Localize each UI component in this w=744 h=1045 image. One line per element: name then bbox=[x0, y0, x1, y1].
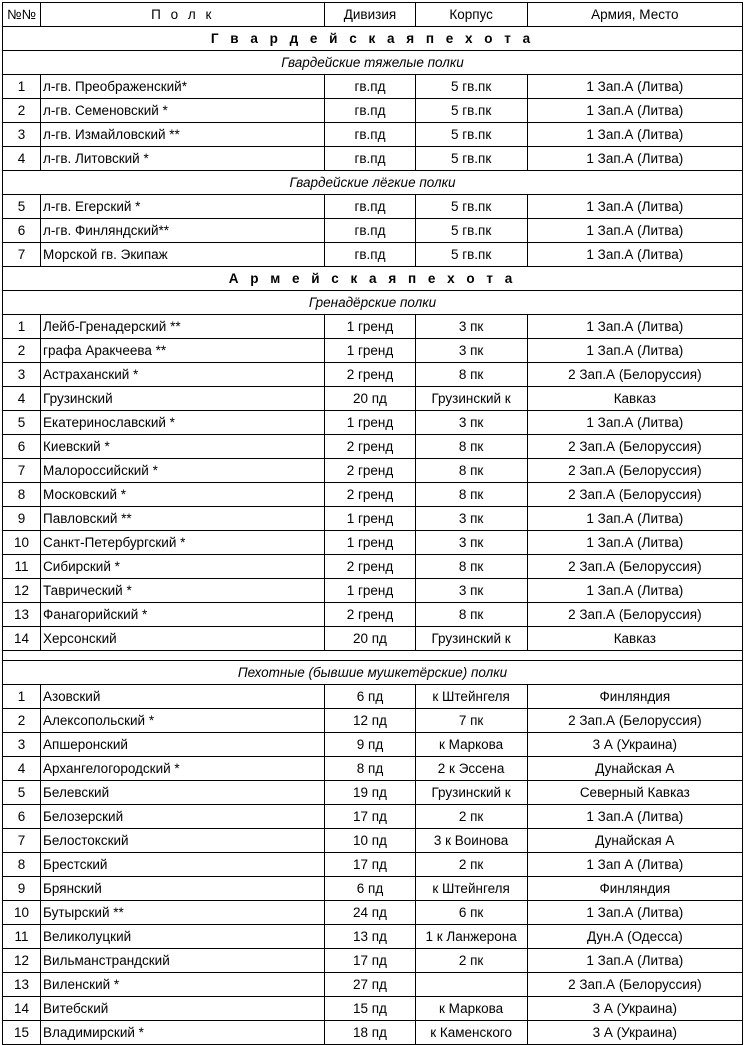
table-row bbox=[3, 123, 743, 147]
table-row bbox=[3, 147, 743, 171]
cell-corps bbox=[415, 973, 527, 997]
cell-corps: 5 гв.пк bbox=[415, 243, 527, 267]
cell-num: 6 bbox=[3, 805, 41, 829]
cell-div: 17 пд bbox=[325, 949, 415, 973]
cell-corps: 5 гв.пк bbox=[415, 195, 527, 219]
cell-reg: Апшеронский bbox=[41, 733, 325, 757]
cell-num: 9 bbox=[3, 507, 41, 531]
cell-div: 1 гренд bbox=[325, 579, 415, 603]
cell-army: 1 Зап.А (Литва) bbox=[527, 805, 742, 829]
cell-army: 1 Зап.А (Литва) bbox=[527, 195, 742, 219]
cell-reg: Киевский * bbox=[41, 435, 325, 459]
cell-num: 13 bbox=[3, 973, 41, 997]
cell-div: 9 пд bbox=[325, 733, 415, 757]
cell-corps: к Маркова bbox=[415, 997, 527, 1021]
cell-reg: Белозерский bbox=[41, 805, 325, 829]
column-header: Дивизия bbox=[325, 3, 415, 27]
cell-corps: к Штейнгеля bbox=[415, 685, 527, 709]
cell-reg: Морской гв. Экипаж bbox=[41, 243, 325, 267]
cell-army: 1 Зап.А (Литва) bbox=[527, 579, 742, 603]
cell-army: 1 Зап.А (Литва) bbox=[527, 411, 742, 435]
cell-div: гв.пд bbox=[325, 147, 415, 171]
cell-corps: 3 пк bbox=[415, 531, 527, 555]
cell-reg: Екатеринославский * bbox=[41, 411, 325, 435]
spacer-cell bbox=[3, 651, 743, 661]
cell-corps: 3 пк bbox=[415, 339, 527, 363]
cell-corps: 5 гв.пк bbox=[415, 99, 527, 123]
cell-num: 14 bbox=[3, 997, 41, 1021]
table-row bbox=[3, 555, 743, 579]
cell-num: 6 bbox=[3, 435, 41, 459]
cell-army: Финляндия bbox=[527, 685, 742, 709]
cell-num: 7 bbox=[3, 459, 41, 483]
cell-reg: Брестский bbox=[41, 853, 325, 877]
table-row bbox=[3, 603, 743, 627]
table-row bbox=[3, 1021, 743, 1045]
cell-num: 12 bbox=[3, 579, 41, 603]
cell-army: 1 Зап.А (Литва) bbox=[527, 315, 742, 339]
spacer-row bbox=[3, 651, 743, 661]
table-row bbox=[3, 733, 743, 757]
cell-div: 2 гренд bbox=[325, 435, 415, 459]
cell-reg: Вильманстрандский bbox=[41, 949, 325, 973]
cell-div: гв.пд bbox=[325, 219, 415, 243]
cell-army: 1 Зап.А (Литва) bbox=[527, 507, 742, 531]
table-row bbox=[3, 709, 743, 733]
cell-num: 10 bbox=[3, 531, 41, 555]
cell-corps: 7 пк bbox=[415, 709, 527, 733]
cell-num: 1 bbox=[3, 75, 41, 99]
section-title: Г в а р д е й с к а я п е х о т а bbox=[3, 27, 743, 51]
cell-army: 2 Зап.А (Белоруссия) bbox=[527, 363, 742, 387]
table-row bbox=[3, 627, 743, 651]
table-row bbox=[3, 757, 743, 781]
cell-corps: к Каменского bbox=[415, 1021, 527, 1045]
cell-div: 2 гренд bbox=[325, 483, 415, 507]
column-header: Корпус bbox=[415, 3, 527, 27]
section-title: А р м е й с к а я п е х о т а bbox=[3, 267, 743, 291]
subsection-row bbox=[3, 291, 743, 315]
cell-army: 1 Зап А (Литва) bbox=[527, 853, 742, 877]
table-row bbox=[3, 363, 743, 387]
cell-reg: л-гв. Литовский * bbox=[41, 147, 325, 171]
table-row bbox=[3, 99, 743, 123]
table-row bbox=[3, 339, 743, 363]
cell-army: Дун.А (Одесса) bbox=[527, 925, 742, 949]
subsection-row bbox=[3, 661, 743, 685]
cell-army: Кавказ bbox=[527, 627, 742, 651]
cell-army: 1 Зап.А (Литва) bbox=[527, 123, 742, 147]
cell-div: 8 пд bbox=[325, 757, 415, 781]
cell-num: 1 bbox=[3, 315, 41, 339]
table-row bbox=[3, 579, 743, 603]
cell-corps: 1 к Ланжерона bbox=[415, 925, 527, 949]
cell-div: 13 пд bbox=[325, 925, 415, 949]
cell-army: 2 Зап.А (Белоруссия) bbox=[527, 459, 742, 483]
subsection-title: Гвардейские лёгкие полки bbox=[3, 171, 743, 195]
cell-div: 17 пд bbox=[325, 853, 415, 877]
cell-army: 2 Зап.А (Белоруссия) bbox=[527, 709, 742, 733]
cell-div: гв.пд bbox=[325, 195, 415, 219]
cell-army: 2 Зап.А (Белоруссия) bbox=[527, 483, 742, 507]
cell-num: 4 bbox=[3, 387, 41, 411]
cell-reg: Бутырский ** bbox=[41, 901, 325, 925]
cell-div: 17 пд bbox=[325, 805, 415, 829]
cell-reg: л-гв. Семеновский * bbox=[41, 99, 325, 123]
table-row bbox=[3, 459, 743, 483]
cell-corps: 3 пк bbox=[415, 411, 527, 435]
cell-num: 7 bbox=[3, 243, 41, 267]
cell-num: 12 bbox=[3, 949, 41, 973]
cell-reg: Лейб-Гренадерский ** bbox=[41, 315, 325, 339]
cell-div: 1 гренд bbox=[325, 315, 415, 339]
section-row bbox=[3, 27, 743, 51]
column-header: П о л к bbox=[41, 3, 325, 27]
cell-corps: 8 пк bbox=[415, 555, 527, 579]
cell-num: 15 bbox=[3, 1021, 41, 1045]
table-row bbox=[3, 315, 743, 339]
cell-corps: 3 пк bbox=[415, 315, 527, 339]
column-header: Армия, Место bbox=[527, 3, 742, 27]
cell-div: 1 гренд bbox=[325, 339, 415, 363]
cell-corps: 8 пк bbox=[415, 435, 527, 459]
cell-reg: Азовский bbox=[41, 685, 325, 709]
cell-num: 6 bbox=[3, 219, 41, 243]
cell-num: 3 bbox=[3, 733, 41, 757]
cell-army: 1 Зап.А (Литва) bbox=[527, 219, 742, 243]
cell-corps: 3 к Воинова bbox=[415, 829, 527, 853]
cell-num: 9 bbox=[3, 877, 41, 901]
cell-num: 5 bbox=[3, 195, 41, 219]
cell-army: 1 Зап.А (Литва) bbox=[527, 75, 742, 99]
cell-div: 20 пд bbox=[325, 387, 415, 411]
table-row bbox=[3, 75, 743, 99]
cell-corps: 5 гв.пк bbox=[415, 123, 527, 147]
cell-num: 1 bbox=[3, 685, 41, 709]
cell-div: 2 гренд bbox=[325, 555, 415, 579]
cell-reg: Великолуцкий bbox=[41, 925, 325, 949]
column-header: №№ bbox=[3, 3, 41, 27]
cell-corps: 8 пк bbox=[415, 363, 527, 387]
table-row bbox=[3, 973, 743, 997]
cell-num: 7 bbox=[3, 829, 41, 853]
cell-num: 8 bbox=[3, 853, 41, 877]
subsection-row bbox=[3, 171, 743, 195]
cell-reg: Виленский * bbox=[41, 973, 325, 997]
cell-corps: 2 пк bbox=[415, 853, 527, 877]
cell-div: гв.пд bbox=[325, 243, 415, 267]
cell-corps: 2 пк bbox=[415, 949, 527, 973]
table-row bbox=[3, 483, 743, 507]
cell-num: 2 bbox=[3, 339, 41, 363]
cell-num: 2 bbox=[3, 709, 41, 733]
cell-num: 13 bbox=[3, 603, 41, 627]
cell-num: 11 bbox=[3, 555, 41, 579]
cell-army: 2 Зап.А (Белоруссия) bbox=[527, 435, 742, 459]
cell-reg: графа Аракчеева ** bbox=[41, 339, 325, 363]
subsection-title: Гвардейские тяжелые полки bbox=[3, 51, 743, 75]
cell-army: 1 Зап.А (Литва) bbox=[527, 531, 742, 555]
cell-div: 6 пд bbox=[325, 685, 415, 709]
cell-army: 3 А (Украина) bbox=[527, 997, 742, 1021]
cell-army: 3 А (Украина) bbox=[527, 733, 742, 757]
cell-corps: 5 гв.пк bbox=[415, 75, 527, 99]
cell-num: 4 bbox=[3, 757, 41, 781]
cell-corps: 2 пк bbox=[415, 805, 527, 829]
cell-num: 11 bbox=[3, 925, 41, 949]
cell-reg: Фанагорийский * bbox=[41, 603, 325, 627]
cell-div: 27 пд bbox=[325, 973, 415, 997]
cell-reg: л-гв. Измайловский ** bbox=[41, 123, 325, 147]
cell-reg: Брянский bbox=[41, 877, 325, 901]
cell-div: гв.пд bbox=[325, 123, 415, 147]
cell-army: 1 Зап.А (Литва) bbox=[527, 147, 742, 171]
cell-reg: Сибирский * bbox=[41, 555, 325, 579]
table-row bbox=[3, 901, 743, 925]
cell-num: 3 bbox=[3, 363, 41, 387]
cell-div: 2 гренд bbox=[325, 459, 415, 483]
table-row bbox=[3, 997, 743, 1021]
cell-army: 1 Зап.А (Литва) bbox=[527, 243, 742, 267]
table-body bbox=[3, 3, 743, 1045]
cell-army: 2 Зап.А (Белоруссия) bbox=[527, 555, 742, 579]
cell-div: 1 гренд bbox=[325, 411, 415, 435]
cell-corps: 3 пк bbox=[415, 507, 527, 531]
table-row bbox=[3, 829, 743, 853]
table-row bbox=[3, 877, 743, 901]
cell-div: 24 пд bbox=[325, 901, 415, 925]
cell-corps: 8 пк bbox=[415, 483, 527, 507]
cell-div: 6 пд bbox=[325, 877, 415, 901]
cell-reg: Херсонский bbox=[41, 627, 325, 651]
cell-reg: л-гв. Егерский * bbox=[41, 195, 325, 219]
cell-reg: Грузинский bbox=[41, 387, 325, 411]
cell-army: Северный Кавказ bbox=[527, 781, 742, 805]
cell-reg: Белостокский bbox=[41, 829, 325, 853]
cell-corps: Грузинский к bbox=[415, 627, 527, 651]
cell-div: 19 пд bbox=[325, 781, 415, 805]
cell-army: 1 Зап.А (Литва) bbox=[527, 339, 742, 363]
cell-num: 4 bbox=[3, 147, 41, 171]
cell-div: 2 гренд bbox=[325, 603, 415, 627]
cell-corps: 8 пк bbox=[415, 459, 527, 483]
table-row bbox=[3, 781, 743, 805]
cell-corps: 6 пк bbox=[415, 901, 527, 925]
table-row bbox=[3, 411, 743, 435]
cell-num: 5 bbox=[3, 781, 41, 805]
cell-army: 2 Зап.А (Белоруссия) bbox=[527, 603, 742, 627]
cell-corps: 5 гв.пк bbox=[415, 219, 527, 243]
cell-div: 10 пд bbox=[325, 829, 415, 853]
regiments-table bbox=[2, 2, 743, 1045]
table-row bbox=[3, 435, 743, 459]
table-row bbox=[3, 531, 743, 555]
table-row bbox=[3, 853, 743, 877]
cell-army: 1 Зап.А (Литва) bbox=[527, 99, 742, 123]
table-row bbox=[3, 685, 743, 709]
cell-army: 2 Зап.А (Белоруссия) bbox=[527, 973, 742, 997]
cell-army: 3 А (Украина) bbox=[527, 1021, 742, 1045]
cell-army: 1 Зап.А (Литва) bbox=[527, 901, 742, 925]
cell-num: 10 bbox=[3, 901, 41, 925]
subsection-title: Пехотные (бывшие мушкетёрские) полки bbox=[3, 661, 743, 685]
cell-army: Кавказ bbox=[527, 387, 742, 411]
cell-reg: Таврический * bbox=[41, 579, 325, 603]
cell-corps: Грузинский к bbox=[415, 781, 527, 805]
cell-reg: Архангелогородский * bbox=[41, 757, 325, 781]
cell-reg: Витебский bbox=[41, 997, 325, 1021]
cell-reg: Белевский bbox=[41, 781, 325, 805]
table-header-row bbox=[3, 3, 743, 27]
cell-reg: л-гв. Преображенский* bbox=[41, 75, 325, 99]
cell-num: 14 bbox=[3, 627, 41, 651]
cell-div: гв.пд bbox=[325, 99, 415, 123]
cell-div: гв.пд bbox=[325, 75, 415, 99]
table-row bbox=[3, 243, 743, 267]
cell-div: 18 пд bbox=[325, 1021, 415, 1045]
cell-corps: 5 гв.пк bbox=[415, 147, 527, 171]
section-row bbox=[3, 267, 743, 291]
table-row bbox=[3, 805, 743, 829]
cell-army: Дунайская А bbox=[527, 829, 742, 853]
cell-reg: Алексопольский * bbox=[41, 709, 325, 733]
subsection-row bbox=[3, 51, 743, 75]
table-row bbox=[3, 195, 743, 219]
subsection-title: Гренадёрские полки bbox=[3, 291, 743, 315]
cell-reg: Московский * bbox=[41, 483, 325, 507]
table-row bbox=[3, 219, 743, 243]
table-row bbox=[3, 387, 743, 411]
cell-army: 1 Зап.А (Литва) bbox=[527, 949, 742, 973]
cell-reg: Павловский ** bbox=[41, 507, 325, 531]
table-row bbox=[3, 507, 743, 531]
table-row bbox=[3, 949, 743, 973]
cell-num: 2 bbox=[3, 99, 41, 123]
cell-reg: Владимирский * bbox=[41, 1021, 325, 1045]
cell-corps: к Штейнгеля bbox=[415, 877, 527, 901]
cell-num: 5 bbox=[3, 411, 41, 435]
cell-corps: Грузинский к bbox=[415, 387, 527, 411]
cell-corps: к Маркова bbox=[415, 733, 527, 757]
cell-num: 8 bbox=[3, 483, 41, 507]
cell-div: 15 пд bbox=[325, 997, 415, 1021]
cell-num: 3 bbox=[3, 123, 41, 147]
cell-reg: л-гв. Финляндский** bbox=[41, 219, 325, 243]
cell-div: 2 гренд bbox=[325, 363, 415, 387]
cell-div: 20 пд bbox=[325, 627, 415, 651]
cell-army: Дунайская А bbox=[527, 757, 742, 781]
cell-corps: 2 к Эссена bbox=[415, 757, 527, 781]
cell-army: Финляндия bbox=[527, 877, 742, 901]
cell-reg: Малороссийский * bbox=[41, 459, 325, 483]
cell-reg: Санкт-Петербургский * bbox=[41, 531, 325, 555]
cell-div: 1 гренд bbox=[325, 531, 415, 555]
cell-corps: 8 пк bbox=[415, 603, 527, 627]
cell-corps: 3 пк bbox=[415, 579, 527, 603]
cell-div: 1 гренд bbox=[325, 507, 415, 531]
cell-div: 12 пд bbox=[325, 709, 415, 733]
table-row bbox=[3, 925, 743, 949]
cell-reg: Астраханский * bbox=[41, 363, 325, 387]
